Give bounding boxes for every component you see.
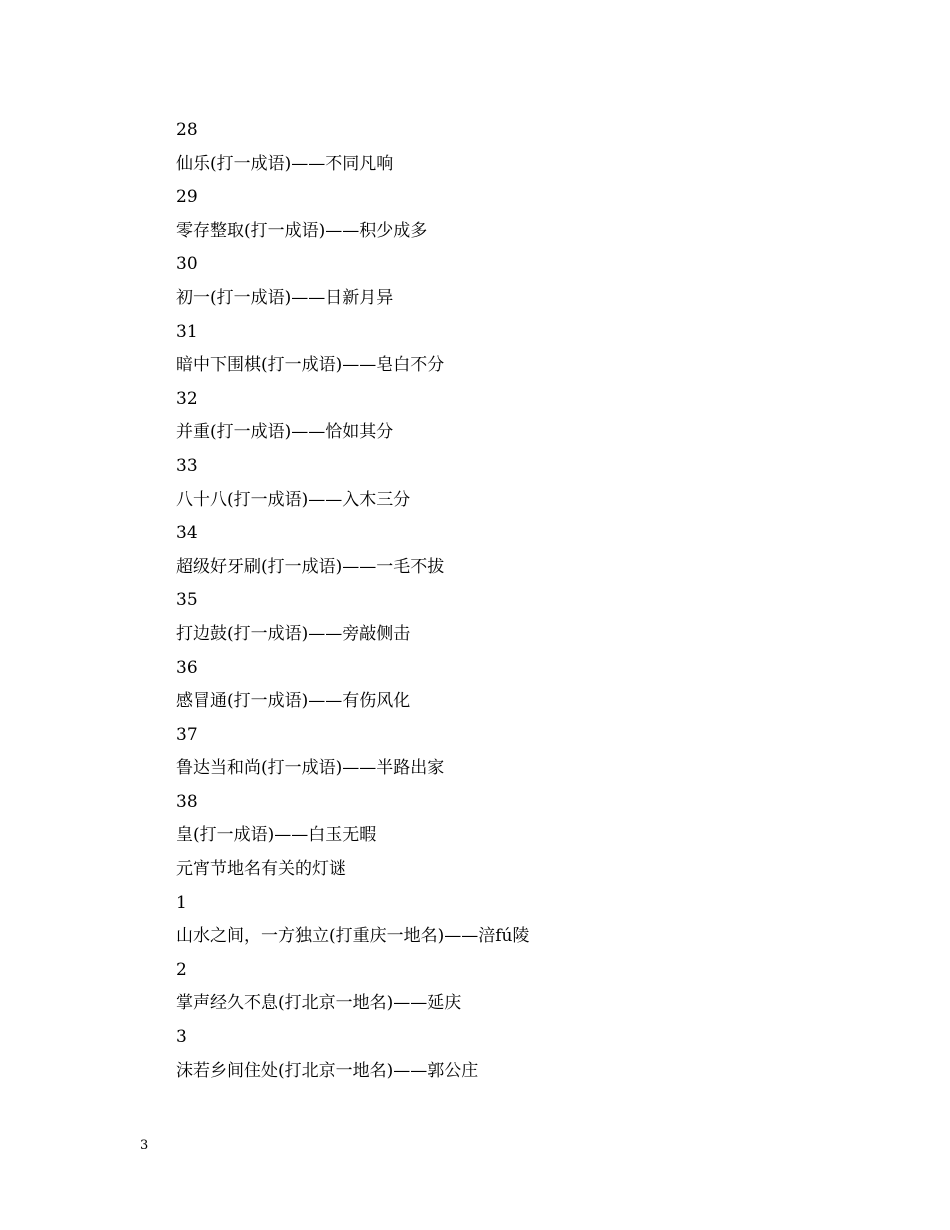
riddle-line: 鲁达当和尚(打一成语)——半路出家 — [176, 758, 445, 779]
riddle-number: 28 — [176, 120, 198, 140]
riddle-number: 31 — [176, 321, 198, 342]
document-body — [176, 117, 816, 1091]
riddle-line: 暗中下围棋(打一成语)——皂白不分 — [176, 355, 445, 376]
riddle-line: 皇(打一成语)——白玉无暇 — [176, 825, 377, 846]
riddle-number: 1 — [176, 892, 187, 913]
riddle-number: 37 — [176, 724, 198, 745]
riddle-number: 29 — [176, 187, 198, 208]
page-number: 3 — [140, 1138, 149, 1153]
riddle-number: 33 — [176, 455, 198, 476]
riddle-line: 感冒通(打一成语)——有伤风化 — [176, 691, 411, 712]
riddle-number: 38 — [176, 791, 198, 812]
riddle-line: 初一(打一成语)——日新月异 — [176, 287, 394, 308]
riddle-line: 超级好牙刷(打一成语)——一毛不拔 — [176, 556, 445, 577]
riddle-line: 山水之间，一方独立(打重庆一地名)——涪fú陵 — [176, 926, 530, 947]
riddle-line: 沫若乡间住处(打北京一地名)——郭公庄 — [176, 1060, 479, 1081]
riddle-line: 八十八(打一成语)——入木三分 — [176, 489, 411, 510]
riddle-number: 3 — [176, 1027, 187, 1048]
riddle-line: 掌声经久不息(打北京一地名)——延庆 — [176, 993, 462, 1014]
riddle-number: 36 — [176, 657, 198, 678]
riddle-line: 仙乐(打一成语)——不同凡响 — [176, 153, 394, 174]
riddle-line: 打边鼓(打一成语)——旁敲侧击 — [176, 623, 411, 644]
riddle-line: 零存整取(打一成语)——积少成多 — [176, 220, 428, 241]
riddle-number: 35 — [176, 590, 198, 611]
riddle-line: 并重(打一成语)——恰如其分 — [176, 422, 394, 443]
section-heading: 元宵节地名有关的灯谜 — [176, 859, 346, 880]
riddle-number: 34 — [176, 523, 198, 544]
riddle-number: 30 — [176, 254, 198, 275]
riddle-number: 32 — [176, 388, 198, 409]
riddle-number: 2 — [176, 959, 187, 980]
